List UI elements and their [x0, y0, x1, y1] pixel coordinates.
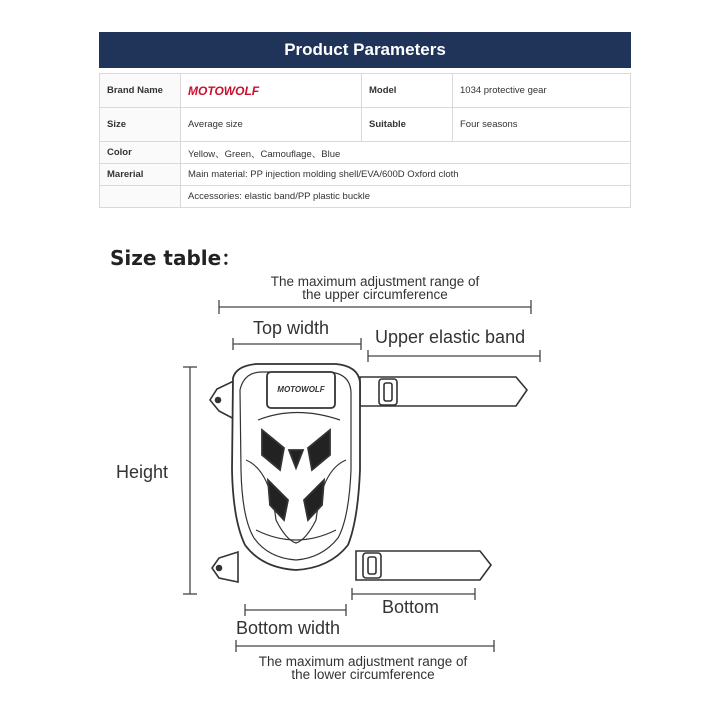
- suitable-label: Suitable: [362, 108, 453, 142]
- color-value: Yellow、Green、Camouflage、Blue: [181, 142, 631, 164]
- height-label: Height: [116, 462, 169, 482]
- brand-value-text: MOTOWOLF: [188, 83, 260, 98]
- lower-range-line1: The maximum adjustment range of: [258, 654, 468, 669]
- lower-range-line2: the lower circumference: [291, 667, 435, 682]
- upper-circumference-label: [230, 275, 520, 301]
- accessories-value: Accessories: elastic band/PP plastic buckle: [181, 186, 631, 208]
- size-value: Average size: [181, 108, 362, 142]
- model-label: Model: [362, 74, 453, 108]
- material-label: Marerial: [100, 164, 181, 186]
- header-title: Product Parameters: [284, 40, 446, 59]
- top-width-label: Top width: [253, 318, 330, 338]
- size-label: Size: [100, 108, 181, 142]
- bottom-label: Bottom: [382, 597, 440, 617]
- lower-circumference-label: [218, 655, 508, 681]
- logo-text: MOTOWOLF: [277, 385, 325, 394]
- upper-elastic-band-label: Upper elastic band: [375, 327, 526, 347]
- brand-name-label: Brand Name: [100, 74, 181, 108]
- upper-range-line1: The maximum adjustment range of: [270, 274, 480, 289]
- bottom-width-label: Bottom width: [236, 618, 341, 638]
- suitable-value: Four seasons: [453, 108, 631, 142]
- size-table-title: Size table：: [110, 246, 242, 270]
- color-label: Color: [100, 142, 181, 164]
- knee-shell: [232, 364, 360, 570]
- model-value: 1034 protective gear: [453, 74, 631, 108]
- upper-range-line2: the upper circumference: [302, 287, 448, 302]
- material-value: Main material: PP injection molding shell/EVA/600D Oxford cloth: [181, 164, 631, 186]
